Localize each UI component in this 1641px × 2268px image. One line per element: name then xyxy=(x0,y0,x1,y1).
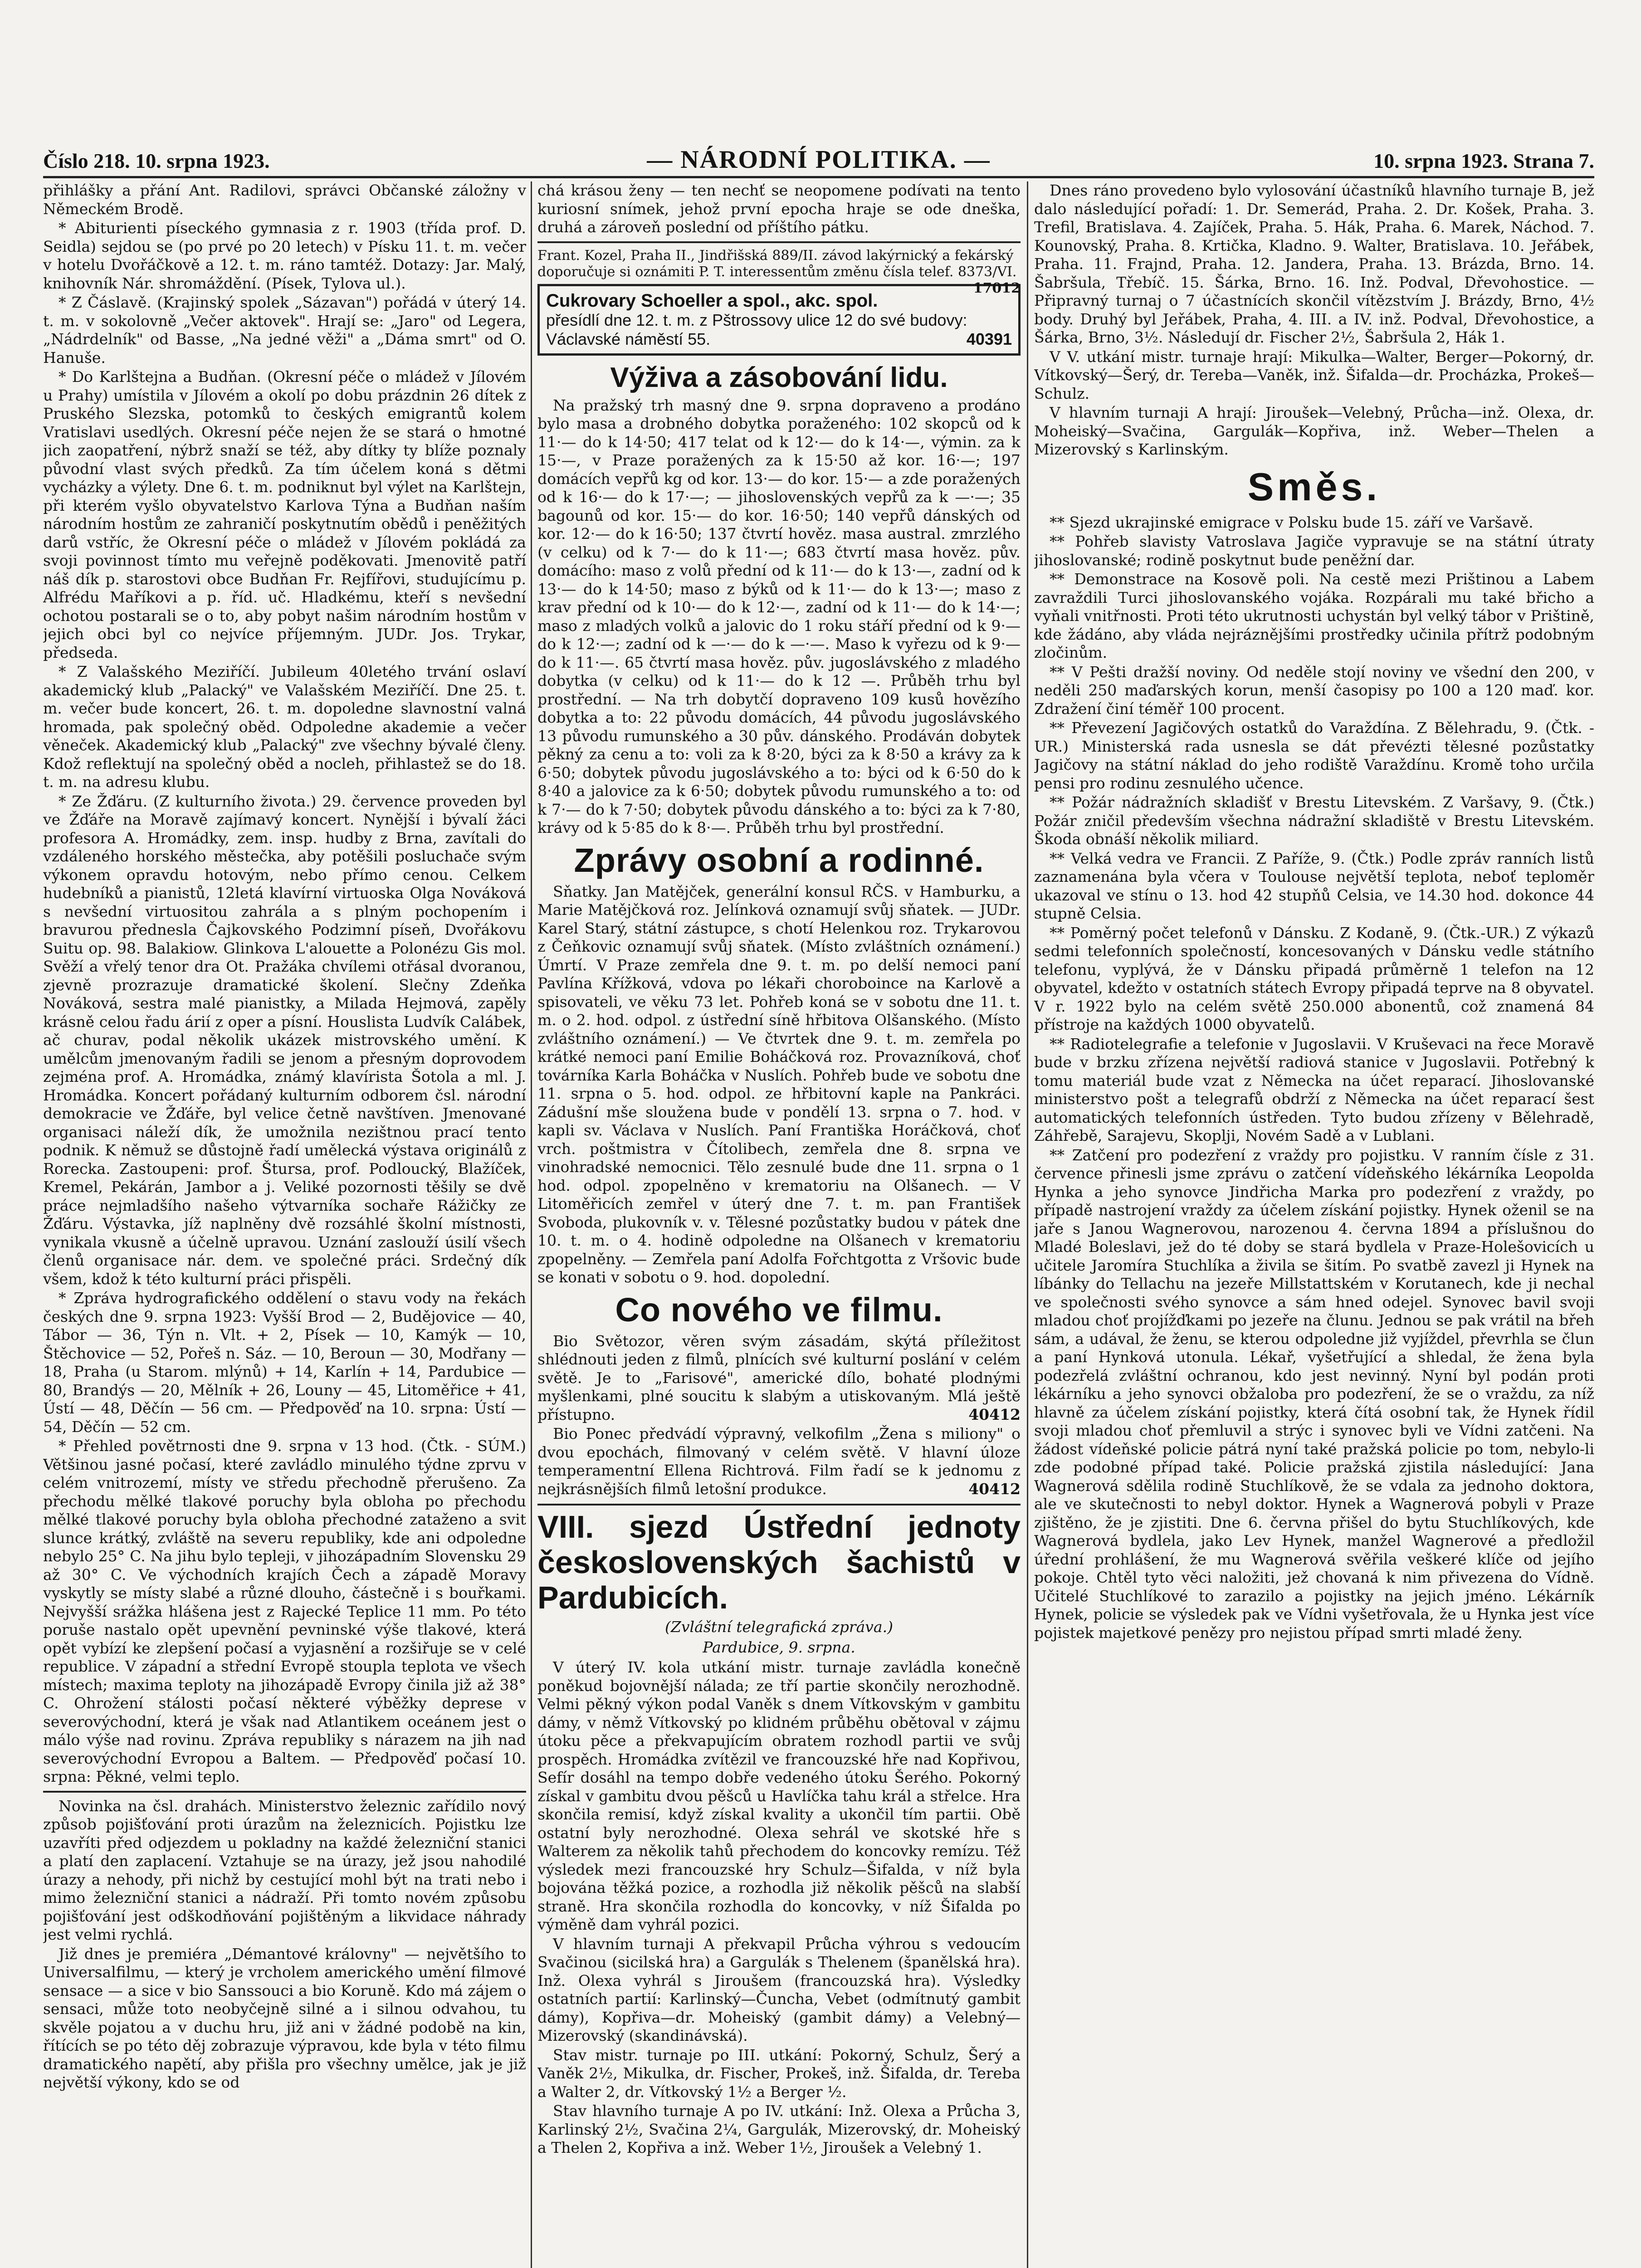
ad-box-text xyxy=(546,311,1012,349)
news-paragraph: ** Velká vedra ve Francii. Z Paříže, 9. (Čtk.) Podle zpráv ranních listů zaznamenána byla včera v Toulouse největší teplota, neboť teploměr ukazoval ve stínu o 13. hod 42 stupňů Celsia, ve 14.30 hod. dokonce 44 stupně Celsia. xyxy=(1034,849,1594,922)
news-paragraph: Stav mistr. turnaje po III. utkání: Pokorný, Schulz, Šerý a Vaněk 2½, Mikulka, dr. Fischer, Prokeš, inž. Šifalda, dr. Tereba a Walter 2, dr. Vítkovský 1½ a Berger ½. xyxy=(537,2046,1021,2101)
news-paragraph: Na pražský trh masný dne 9. srpna dopraveno a prodáno bylo masa a drobného dobytka poraženého: 102 skopců od k 11·— do k 14·50; 417 telat od k 12·— do k 14·—, výmin. za k 15·—, v Praze poražených za k 15·50 až kor. 16·—; 197 domácích vepřů kg od kor. 13·— do kor. 15·— a zde poražených od k 16·— do k 17·—; — jihoslovenských vepřů za k —·—; 35 bagounů od kor. 15·— do kor. 16·50; 140 vepřů dánských od kor. 12·— do k 16·50; 137 čtvrtí hověz. masa austral. zmrzlého (v celku) od k 7·— do k 11·—; 683 čtvrtí masa hověz. pův. domácího: maso z volů přední od k 11·— do k 13·—, zadní od k 13·— do k 14·50; maso z býků od k 11·— do k 13·—; maso z krav přední od k 10·— do k 12·—, zadní od k 11·— do k 14·—; maso z mladých volků a jalovic do 1 roku stáří přední od k 9·— do k 12·—; zadní od k —·— do k —·—. Maso k vyřezu od k 9·— do k 11·—. 65 čtvrtí masa hověz. pův. jugoslávského z mladého dobytka (v celku) od k 11·— do k 12 —. Průběh trhu byl prostřední. — Na trh dobytčí dopraveno 109 kusů hovězího dobytka a to: 22 původu domácích, 44 původu jugoslávského 13 původu rumunského a 30 pův. dánského. Prodáván dobytek pěkný za cenu a to: voli za k 8·20, býci za k 8·50 a krávy za k 6·50; dobytek původu jugoslávského a to: býci od k 6·50 do k 8·40 a jalovice za k 6·50; dobytek původu rumunského a to: od k 7·— do k 7·50; dobytek původu dánského a to: býci za k 7·80, krávy od k 5·85 do k 8·—. Průběh trhu byl prostřední. xyxy=(537,396,1021,836)
column-divider xyxy=(1027,181,1028,2268)
ad-number: 40391 xyxy=(966,329,1012,348)
news-paragraph: V hlavním turnaji A překvapil Průcha výhrou s vedoucím Svačinou (sicilská hra) a Gargulák s Thelenem (španělská hra). Inž. Olexa vyhrál s Jiroušem (francouzská hra). Výsledky ostatních partií: Karlinský—Čuncha, Vebet (odmítnutý gambit dámy), Kopřiva—dr. Moheiský (gambit dámy) a Velebný—Mizerovský (skandinávská). xyxy=(537,1935,1021,2044)
ad-number: 17012 xyxy=(973,280,1021,296)
news-paragraph: Stav hlavního turnaje A po IV. utkání: Inž. Olexa a Průcha 3, Karlinský 2½, Svačina 2¼, Gargulák, Mizerovský, dr. Moheiský a Thelen 2, Kopřiva a inž. Weber 1½, Jiroušek a Velebný 1. xyxy=(537,2102,1021,2156)
page-header xyxy=(43,144,1594,176)
news-paragraph: přihlášky a přání Ant. Radilovi, správci Občanské záložny v Německém Brodě. xyxy=(43,181,526,218)
news-paragraph: ** Požár nádražních skladišť v Brestu Litevském. Z Varšavy, 9. (Čtk.) Požár zničil především všechna nádražní skladiště v Brestu Litevském. Škoda obnáší několik miliard. xyxy=(1034,793,1594,848)
news-paragraph: ** Radiotelegrafie a telefonie v Jugoslavii. V Kruševaci na řece Moravě bude v brzku zřízena největší radiová stanice v Jugoslavii. Potřebný k tomu materiál bude vzat z Německa na účet reparací. Jihoslovanské ministerstvo pošt a telegrafů obdrží z Německa na účet reparací šest automatických telefonních ústředen. Tyto budou zřízeny v Bělehradě, Záhřebě, Sarajevu, Skoplji, Novém Sadě a v Lublani. xyxy=(1034,1035,1594,1144)
ad-number: 40412 xyxy=(968,1480,1021,1498)
news-paragraph: Již dnes je premiéra „Démantové královny" — největšího to Universalfilmu, — který je vrcholem amerického umění filmové sensace — a sice v bio Sanssouci a bio Koruně. Kdo má zájem o sensaci, může toto neobyčejně silné a i silnou odvahou, tu skvěle pojatou a v duchu hru, již ani v žádné podobě na kin, řítících se po této děj zobrazuje výpravou, kde byla v této filmu dramatického napětí, aby přišla pro všechny umělce, jak je již největší výkony, kdo se od xyxy=(43,1945,526,2091)
news-paragraph: * Přehled povětrnosti dne 9. srpna v 13 hod. (Čtk. - SÚM.) Většinou jasné počasí, které zavládlo minulého týdne zprvu v celém vnitrozemí, místy ve středu přechodně přerušeno. Za přechodu mělké tlakové poruchy byla obloha po přechodu mělké tlakové poruchy byla obloha přechodné zataženo a svit slunce krátký, zvláště na severu republiky, kde ani odpoledne nebylo 25° C. Na jihu bylo tepleji, v jihozápadním Slovensku 29 až 30° C. Ve východních krajích Čech a západě Moravy vyskytly se místy slabé a různé dlouho, částečně i s bouřkami. Nejvyšší srážka hlášena jest z Rajecké Teplice 11 mm. Po této poruše nastalo opět upevnění pevninské výše tlakové, která opět vybízí ke zlepšení počasí a vyjasnění a rozšiřuje se v celé republice. V západní a střední Evropě stoupla teplota ve všech místech; maxima teploty na jihozápadě Evropy činila již až 38° C. Ohrožení stálosti počasí některé výběžky deprese v severovýchodní, která je však nad Atlantikem oceánem jest o málo výše nad rovinu. Zpráva republiky s nárazem na jih nad severovýchodní Evropou a Baltem. — Předpověď počasí 10. srpna: Pěkné, velmi teplo. xyxy=(43,1437,526,1785)
ad-box-title: Cukrovary Schoeller a spol., akc. spol. xyxy=(546,290,878,311)
news-paragraph xyxy=(537,1425,1021,1498)
news-paragraph: ** Demonstrace na Kosově poli. Na cestě mezi Prištinou a Labem zavraždili Turci jihoslovanského vojáka. Rozpárali mu také břicho a vyňali vnitřnosti. Proti této ukrutnosti uchystán byl velký tábor v Prištině, kde žádáno, aby vláda nejráznějšími prostředky učinila přítrž podobným zločinům. xyxy=(1034,570,1594,661)
news-paragraph: * Do Karlštejna a Budňan. (Okresní péče o mládež v Jílovém u Prahy) umístila v Jílovém a okolí po dobu prázdnin 26 dítek z Pruského Slezska, potomků to českých emigrantů kolem Vratislavi usedlých. Okresní péče nejen že se stará o hmotné jich zaopatření, nýbrž snaží se též, aby dítky ty blíže poznaly původní vlast svých předků. Za tím účelem koná s dětmi vycházky a výlety. Dne 6. t. m. podniknut byl výlet na Karlštejn, při kterém vyšlo obyvatelstvo Karlova Týna a Budňan naším národním hostům ze zahraničí poskytnutím obědů i peněžitých darů vstříc, že Okresní péče o mládež v Jílovém pokládá za svoji povinnost tímto mu veřejně poděkovati. Jmenovitě patří náš dík p. starostovi obce Budňan Fr. Rejfířovi, studujícímu p. Alfrédu Maříkovi a p. říd. uč. Hladkému, kteří s nevšední ochotou postarali se o to, aby pobyt našim národním hostům v jejich obci byl co nejvíce příjemným. JUDr. Jos. Trykar, předseda. xyxy=(43,368,526,661)
news-paragraph: * Z Čáslavě. (Krajinský spolek „Sázavan") pořádá v úterý 14. t. m. v sokolovně „Večer aktovek". Hrají se: „Jaro" od Legera, „Nádrdelník" od Basse, „Na jedné věži" a „Dáma smrt" od O. Hanuše. xyxy=(43,293,526,367)
column-1 xyxy=(43,181,526,2268)
news-paragraph: ** Převezení Jagičových ostatků do Varaždína. Z Bělehradu, 9. (Čtk. - UR.) Ministerská rada usnesla se dát převézti tělesné pozůstatky Jagičovy na státní náklad do jeho rodiště Varaždínu. Kromě toho určila pensi pro rodinu zesnulého učence. xyxy=(1034,719,1594,792)
news-paragraph: ** V Pešti dražší noviny. Od neděle stojí noviny ve všední den 200, v neděli 250 maďarských korun, menší časopisy po 100 a 120 maď. kor. Zdražení činí téměř 100 procent. xyxy=(1034,663,1594,718)
advertisement-kozel xyxy=(537,247,1021,296)
date-page-number: 10. srpna 1923. Strana 7. xyxy=(1373,149,1594,172)
news-paragraph: Novinka na čsl. drahách. Ministerstvo železnic zařídilo nový způsob pojišťování proti úrazům na železnicích. Pojistku lze uzavříti před odjezdem u pokladny na každé železniční stanici a platí den zaplacení. Vztahuje se na úrazy, jež jsou nahodilé úrazy a nehody, při nichž by cestující mohl být na trati nebo i mimo železniční stanici a nádraží. Při tomto novém způsobu pojišťování jest odškodňování pojištěným a likvidace náhrady jest velmi rychlá. xyxy=(43,1797,526,1943)
masthead-title: — NÁRODNÍ POLITIKA. — xyxy=(647,146,991,174)
section-heading-vyziva: Výživa a zásobování lidu. xyxy=(610,362,948,393)
section-heading-smes: Směs. xyxy=(1247,465,1381,509)
news-paragraph: ** Pohřeb slavisty Vatroslava Jagiče vypravuje se na státní útraty jihoslovanské; rodině poskytnut bude peněžní dar. xyxy=(1034,533,1594,569)
news-paragraph: V V. utkání mistr. turnaje hrají: Mikulka—Walter, Berger—Pokorný, dr. Vítkovský—Šerý, dr. Tereba—Vaněk, inž. Šifalda—dr. Procházka, Prokeš—Schulz. xyxy=(1034,347,1594,402)
news-paragraph: Dnes ráno provedeno bylo vylosování účastníků hlavního turnaje B, jež dalo následující pořadí: 1. Dr. Semerád, Praha. 2. Dr. Košek, Praha. 3. Trefil, Bratislava. 4. Zajíček, Praha. 5. Hák, Praha. 6. Marek, Náchod. 7. Kounovský, Praha. 8. Krtička, Kladno. 9. Walter, Bratislava. 10. Jeřábek, Praha. 11. Frajnd, Praha. 12. Jandera, Praha. 13. Brázda, Brno. 14. Šabršula, Třebíč. 15. Šárka, Brno. 16. Inž. Podval, Dřevohostice. — Připravný turnaj o 7 účastnících skončil vítězstvím J. Brázdy, Brno, 4½ body. Druhý byl Jeřábek, Praha, 4. III. a IV. inž. Podval, Dřevohostice, a Šárka, Brno, 3½. Následují dr. Fischer 2½, Šabršula 2, Hák 1. xyxy=(1034,181,1594,346)
column-3 xyxy=(1034,181,1594,2268)
news-paragraph: * Z Valašského Meziříčí. Jubileum 40letého trvání oslaví akademický klub „Palacký" ve Valašském Meziříčí. Dne 25. t. m. večer bude koncert, 26. t. m. dopoledne slavnostní valná hromada, pak společný oběd. Odpoledne akademie a večer věneček. Akademický klub „Palacký" zve všechny bývalé členy. Kdož reflektují na společný oběd a nocleh, přihlastež se do 18. t. m. na adresu klubu. xyxy=(43,663,526,791)
news-paragraph: V úterý IV. kola utkání mistr. turnaje zavládla konečně poněkud bojovnější nálada; ze tří partie skončily nerozhodně. Velmi pěkný výkon podal Vaněk s dnem Vítkovským v gambitu dámy, v němž Vítkovský po klidném průběhu obětoval v zájmu útoku pěce a překvapujícím obratem rozhodl partii ve svůj prospěch. Hromádka zvítězil ve francouzské hře nad Kopřivou, Sefír dosáhl na tempo dobře vedeného útoku Šerého. Pokorný získal v gambitu dvou pěšců u Havlíčka tahu král a střelce. Hra skončila remisí, když získal kvality a ukončil tím partii. Obě ostatní byly nerozhodné. Olexa sehrál ve skotské hře s Walterem za několik tahů přechodem do koncovky remízu. Též výsledek mezi francouzské hry Schulz—Šifalda, v níž byla bojována těžká pozice, a rozhodla již několik pěšců na slabší straně. Hra skončila rozhodla do koncovky, v níž Šifalda po výměně dam vyhrál pozici. xyxy=(537,1658,1021,1933)
news-paragraph: * Zpráva hydrografického oddělení o stavu vody na řekách českých dne 9. srpna 1923: Vyšší Brod — 2, Budějovice — 40, Tábor — 36, Týn n. Vlt. + 2, Písek — 10, Kamýk — 10, Štěchovice — 52, Pořeš n. Sáz. — 10, Beroun — 30, Modřany — 18, Praha (u Starom. mlýnů) + 14, Karlín + 14, Pardubice — 80, Brandýs — 20, Mělník + 26, Louny — 45, Litoměřice + 41, Ústí — 48, Děčín — 56 cm. — Předpověď na 10. srpna: Ústí — 54, Děčín — 52 cm. xyxy=(43,1289,526,1436)
news-paragraph: ** Sjezd ukrajinské emigrace v Polsku bude 15. září ve Varšavě. xyxy=(1050,513,1534,531)
issue-number-date: Číslo 218. 10. srpna 1923. xyxy=(43,149,270,172)
news-paragraph: * Abiturienti píseckého gymnasia z r. 1903 (třída prof. D. Seidla) sejdou se (po prvé po 20 letech) v Písku 11. t. m. večer v hotelu Dvořáčkově a 12. t. m. ráno tamtéž. Dotazy: Jar. Malý, knihovník Nár. shromáždění. (Písek, Tylova ul.). xyxy=(43,219,526,292)
news-paragraph: V hlavním turnaji A hrají: Jiroušek—Velebný, Průcha—inž. Olexa, dr. Moheiský—Svačina, Gargulák—Kopřiva, inž. Weber—Thelen a Mizerovský s Karlinským. xyxy=(1034,404,1594,458)
ad-number: 40412 xyxy=(968,1405,1021,1423)
film-text: Bio Světozor, věren svým zásadám, skýtá příležitost shlédnouti jeden z filmů, plnících své kulturní poslání v celém světě. Je to „Farisové", americké dílo, bohaté plodnými myšlenkami, plné soucitu k slabým a utiskovaným. Mlá ještě přístupno. xyxy=(537,1332,1021,1423)
section-heading-film: Co nového ve filmu. xyxy=(615,1290,943,1329)
advertisement-box xyxy=(537,284,1021,356)
section-heading-sjezd: VIII. sjezd Ústřední jednoty československých šachistů v Pardubicích. xyxy=(537,1504,1021,1615)
section-rule xyxy=(43,1791,526,1793)
column-2 xyxy=(537,181,1021,2268)
dateline: Pardubice, 9. srpna. xyxy=(703,1638,855,1656)
news-paragraph: ** Zatčení pro podezření z vraždy pro pojistku. V ranním čísle z 31. července přinesli jsme zprávu o zatčení vídeňského lékárníka Leopolda Hynka a jeho synovce Jindřicha Marka pro podezření z vraždy, po případě nastrojení vraždy za účelem získání pojistky. Hynek oženil se na jaře s Janou Wagnerovou, narozenou 4. června 1894 a příslušnou do Mladé Boleslavi, jež do té doby se stará bydlela v Praze-Holešovicích u učitele Jaromíra Stuchlíka a živila se šitím. Po svatbě zavezl ji Hynek na líbánky do Tellachu na jezeře Millstattském v Korutanech, kde ji nechal ve společnosti svého synovce a sám hned odejel. Synovec bavil svoji mladou choť projížďkami po jezeře na člunu. Jednou se pak vrátil na břeh sám, a udával, že ženu, se kterou odpoledne již vyjíždel, převrhla se člun a paní Hynková utonula. Lékař, vyšetřující a shledal, že žena byla podezřelá zvláštní ochranou, kdo jest nevinný. Nyní byl podán proti lékárníku a jeho synovci obžaloba pro podezření, že se o vraždu, za níž hlavně za účelem získání pojistky, která čítá osobní tak, že Hynek řídil svoji mladou choť přemluvil a strýc i synovec byli ve Vídni zatčeni. Na žádost vídeňské policie pátrá nyní také pražská policie po tom, nebylo-li zde podobné případ také. Policie pražská zjistila následující: Jana Wagnerová sdělila rodině Stuchlíkově, že se vdala za jednoho doktora, ale ve skutečnosti to nebyl doktor. Hynek a Wagnerová pobyli v Praze zjištěno, že je zjistiti. Dne 6. června přišel do bytu Stuchlíkových, kde Wagnerová bydlela, jako Lev Hynek, manžel Wagnerové a předložil úřední prohlášení, že mu Wagnerová svěřila veškeré klíče od jejího pokoje. Chtěl tyto věci naložiti, jež chovaná k nim přivezena do Vídně. Učitelé Stuchlíkové to zarazilo a pojistky na jejich jméno. Lékárník Hynek, policie se výsledek pak ve Vídni vyšetřovala, že u Hynka jest více pojistek majetkové penězy pro nejistou případ smrti mladé ženy. xyxy=(1034,1146,1594,1642)
ad-text: Frant. Kozel, Praha II., Jindřišská 889/II. závod lakýrnický a fekárský doporučuje si oznámiti P. T. interessentům změnu čísla telef. 8373/VI. xyxy=(537,247,1017,280)
news-paragraph xyxy=(537,1332,1021,1424)
news-paragraph: Sňatky. Jan Matějček, generální konsul RČS. v Hamburku, a Marie Matějčková roz. Jelínková oznamují svůj sňatek. — JUDr. Karel Starý, státní zástupce, s chotí Helenkou roz. Trykarovou z Čeňkovic oznamují svůj sňatek. (Místo zvláštních oznámení.) Úmrtí. V Praze zemřela dne 9. t. m. po delší nemoci paní Pavlína Křížková, vdova po lékaři choroboince na Karlově a spisovateli, ve věku 73 let. Pohřeb koná se v sobotu dne 11. t. m. o 2. hod. odpol. z ústřední síně hřbitova Olšanského. (Místo zvláštního oznámení.) — Ve čtvrtek dne 9. t. m. zemřela po krátké nemoci paní Emilie Boháčková roz. Provazníková, choť továrníka Karla Boháčka v Nuslích. Pohřeb bude ve sobotu dne 11. srpna o 5. hod. odpol. ze hřbitovní kaple na Pankráci. Zádušní mše sloužena bude v pondělí 13. srpna o 7. hod. v kapli sv. Václava v Nuslích. Paní Františka Horáčková, choť vrch. poštmistra v Čítolibech, zemřela dne 8. srpna ve vinohradské nemocnici. Tělo zesnulé bude dne 11. srpna o 1 hod. odpol. zpopelněno v krematoriu na Olšanech. — V Litoměřicích zemřel v úterý dne 7. t. m. pan František Svoboda, plukovník v. v. Tělesné pozůstatky budou v pátek dne 10. t. m. o 4. hodině odpoledne na Olšanech v krematoriu zpopelněny. — Zemřela paní Adolfa Fořchtgotta z Vršovic bude se konati v sobotu o 9. hod. dopolední. xyxy=(537,882,1021,1286)
header-rule xyxy=(43,176,1594,178)
ad-box-body: přesídlí dne 12. t. m. z Pštrossovy ulice 12 do své budovy: Václavské náměstí 55. xyxy=(546,310,967,348)
subheading: (Zvláštní telegrafická zpráva.) xyxy=(665,1618,893,1636)
section-rule xyxy=(537,241,1021,243)
section-heading-zpravy: Zprávy osobní a rodinné. xyxy=(574,841,984,879)
film-text: Bio Ponec předvádí výpravný, velkofilm „Žena s miliony" o dvou epochách, filmovaný v celém světě. V hlavní úloze temperamentní Ellena Richtrová. Film řadí se k jednomu z nejkrásnějších filmů letošní produkce. xyxy=(537,1425,1021,1498)
news-paragraph: * Ze Žďáru. (Z kulturního života.) 29. července proveden byl ve Žďáře na Moravě zajímavý koncert. Nynější i bývalí žáci profesora A. Hromádky, zem. insp. hudby z Brna, zavítali do vzdáleného horského městečka, aby potěšili posluchače svým výkonem opravdu hotovým, nebo přímo cenou. Celkem hudebníků a pianistů, 12letá klavírní virtuoska Olga Nováková s nevšední virtuositou zahrála a s plným pochopením i bravurou přednesla Čajkovského Podzimní píseň, Dvořákovu Suitu op. 98. Balakiow. Glinkova L'alouette a Polonézu Gis mol. Svěží a vřelý tenor dra Ot. Pražáka chvílemi otřásal dvoranou, zjevně prozrazuje dramatické školení. Slečny Zdeňka Nováková, sestra malé pianistky, a Milada Hejmová, zapěly krásně celou řadu árií z oper a písní. Houslista Ludvík Calábek, ač churav, podal několik ukázek mistrovského umění. K umělcům jmenovaným řadili se jenom a přesným doprovodem zejména prof. A. Hromádka, známý klavírista Šotola a ml. J. Hromádka. Koncert pořádaný kulturním odborem čsl. národní demokracie ve Žďáře, byl velice četně navštíven. Jmenované organisaci náleží dík, že umožnila nezištnou prací tento podnik. K němuž se důstojně řadí umělecká výstava originálů z Rorecka. Zastoupeni: prof. Štursa, prof. Podloucký, Blažíček, Kremel, Pekárán, Jambor a j. Veliké pozornosti těšily se dvě práce nejmladšího našeho výtvarníka sochaře Rážičky ze Žďáru. Výstavka, jíž naplněny dvě rozsáhlé školní místnosti, vynikala vkusně a účelně upravou. Uznání zaslouží úsilí všech členů organisace nár. dem. ve společné práci. Srdečný dík všem, kdož k této kulturní práci přispěli. xyxy=(43,792,526,1288)
news-paragraph: chá krásou ženy — ten nechť se neopomene podívati na tento kuriosní snímek, jehož první epocha hraje se ode dneška, druhá a zároveň poslední od příštího pátku. xyxy=(537,181,1021,236)
news-paragraph: ** Poměrný počet telefonů v Dánsku. Z Kodaně, 9. (Čtk.-UR.) Z výkazů sedmi telefonních společností, koncesovaných v Dánsku vedle státního telefonu, vyplývá, že v Dánsku připadá průměrně 1 telefon na 12 obyvatel, kdežto v ostatních státech Evropy připadá teprve na 8 obyvatel. V r. 1922 bylo na celém světě 250.000 abonentů, což znamená 84 přístroje na každých 1000 obyvatelů. xyxy=(1034,924,1594,1033)
column-divider xyxy=(531,181,532,2268)
